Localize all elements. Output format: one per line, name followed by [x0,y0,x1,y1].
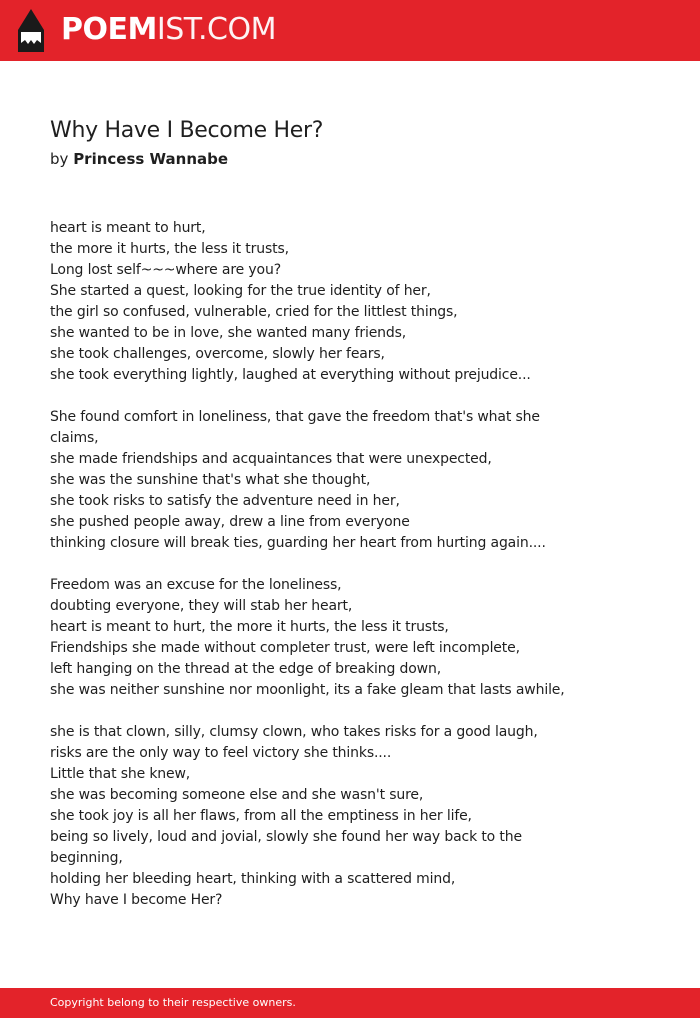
stanza-gap [50,554,610,575]
poem-line: Little that she knew, [50,766,191,782]
poem-line: she is that clown, silly, clumsy clown, who takes risks for a good laugh, [50,724,538,740]
poem-line: She found comfort in loneliness, that gave the freedom that's what she [50,409,540,425]
poem-stanza [50,575,610,701]
poem-line: she wanted to be in love, she wanted many friends, [50,325,407,341]
poem-line: heart is meant to hurt, [50,220,206,236]
poem-line: she made friendships and acquaintances that were unexpected, [50,451,492,467]
poem-stanza [50,722,610,911]
logo-brand-bold: POEM [61,12,157,47]
by-label: by [50,150,69,168]
poem-line: the girl so confused, vulnerable, cried for the littlest things, [50,304,458,320]
poem-line: claims, [50,430,99,446]
poem-line: she took joy is all her flaws, from all the emptiness in her life, [50,808,472,824]
poem-line: she took challenges, overcome, slowly her fears, [50,346,385,362]
poem-byline [50,149,228,169]
poem-line: She started a quest, looking for the true identity of her, [50,283,431,299]
poem-line: she was neither sunshine nor moonlight, its a fake gleam that lasts awhile, [50,682,565,698]
poem-line: doubting everyone, they will stab her heart, [50,598,353,614]
copyright-text: Copyright belong to their respective owners. [50,996,296,1009]
site-logo[interactable] [61,11,276,49]
poem-line: beginning, [50,850,123,866]
poem-line: she was becoming someone else and she wasn't sure, [50,787,424,803]
poem-line: she took risks to satisfy the adventure need in her, [50,493,400,509]
poem-line: Freedom was an excuse for the loneliness, [50,577,342,593]
poem-line: holding her bleeding heart, thinking with a scattered mind, [50,871,456,887]
poem-line: she pushed people away, drew a line from everyone [50,514,410,530]
poem-line: the more it hurts, the less it trusts, [50,241,289,257]
poem-line: heart is meant to hurt, the more it hurts, the less it trusts, [50,619,449,635]
poem-line: thinking closure will break ties, guarding her heart from hurting again.... [50,535,546,551]
poem-line: she was the sunshine that's what she thought, [50,472,371,488]
poem-line: Long lost self~~~where are you? [50,262,281,278]
poem-line: Why have I become Her? [50,892,223,908]
stanza-gap [50,701,610,722]
poem-line: Friendships she made without completer trust, were left incomplete, [50,640,520,656]
poem-title: Why Have I Become Her? [50,118,324,143]
poem-line: she took everything lightly, laughed at everything without prejudice... [50,367,531,383]
poem-body [50,218,610,911]
poem-line: risks are the only way to feel victory she thinks.... [50,745,392,761]
stanza-gap [50,386,610,407]
poem-author: Princess Wannabe [73,150,229,168]
logo-brand-light: IST.COM [156,12,276,47]
site-header [0,0,700,61]
site-footer [0,988,700,1018]
poem-line: left hanging on the thread at the edge of breaking down, [50,661,441,677]
poem-line: being so lively, loud and jovial, slowly she found her way back to the [50,829,522,845]
poem-stanza [50,407,610,554]
pencil-icon [18,9,44,52]
poem-stanza [50,218,610,386]
